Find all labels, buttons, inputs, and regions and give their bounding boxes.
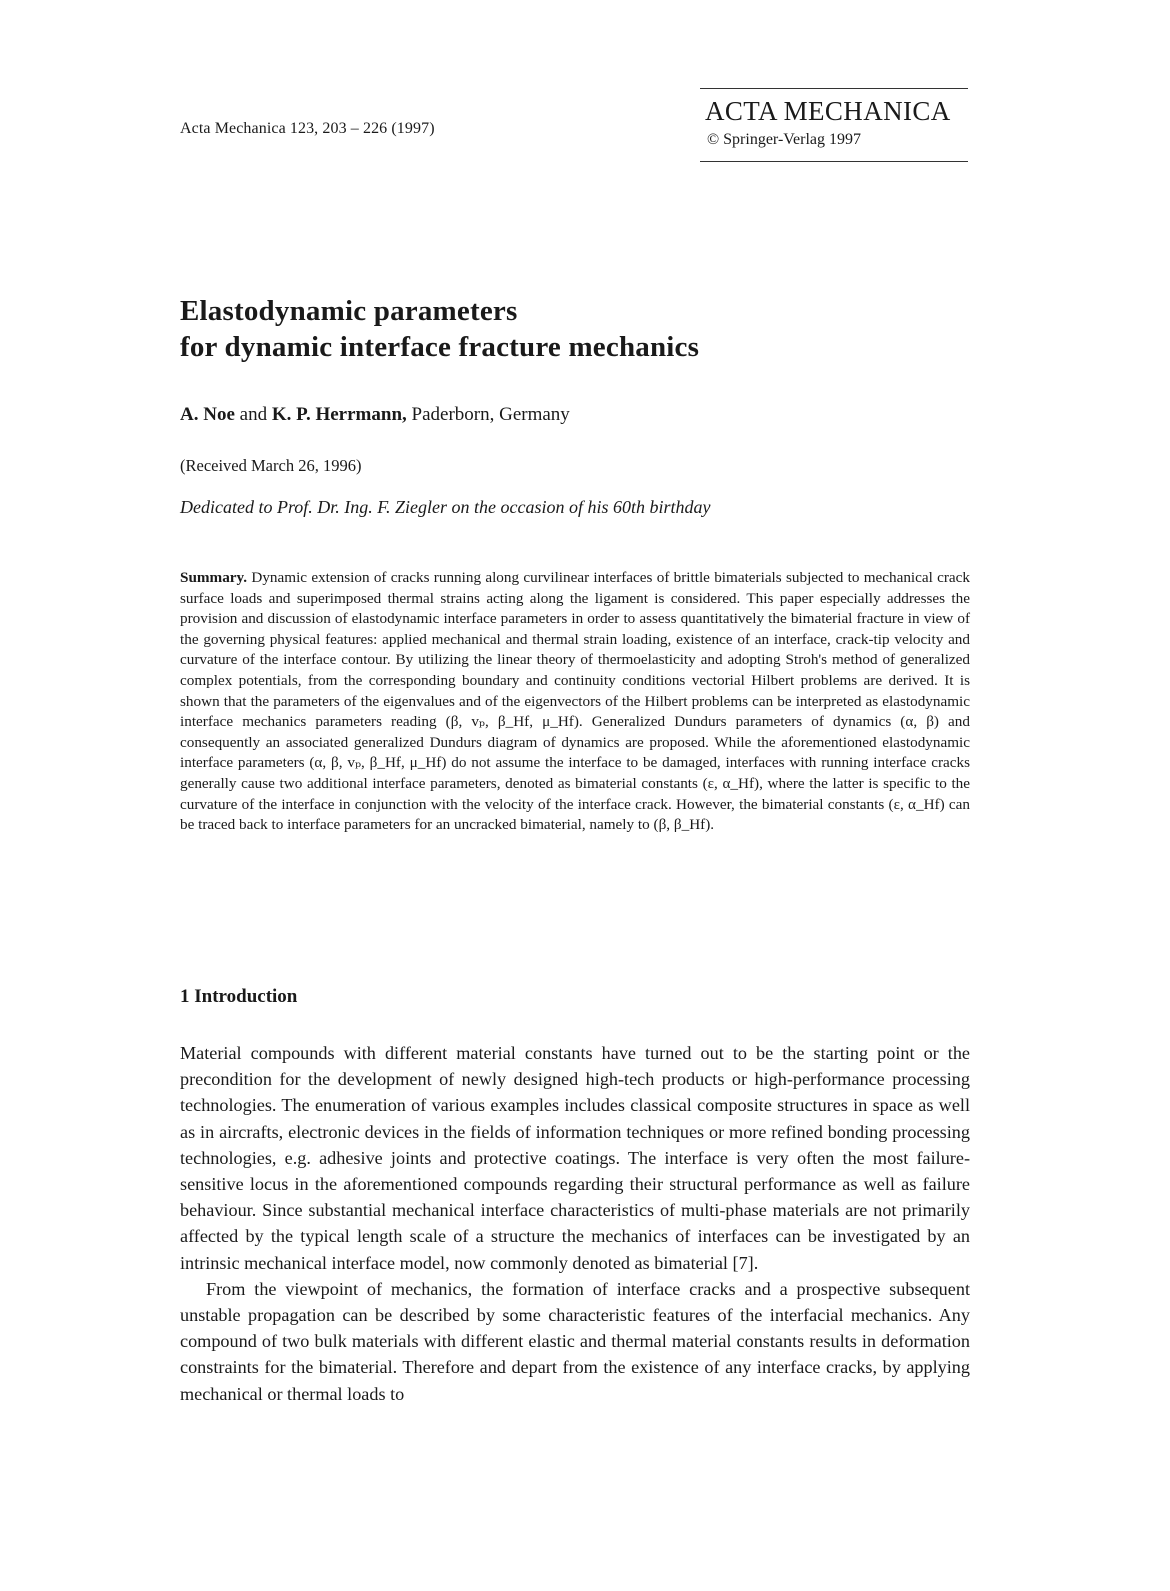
intro-paragraph-1: Material compounds with different material constants have turned out to be the starting point or the precondition for the development of newly designed high-tech products or high-performance processing technologies. The enumeration of various examples includes classical composite structures in space as well as in aircrafts, electronic devices in the fields of information techniques or more refined bonding processing technologies, e.g. adhesive joints and protective coatings. The interface is very often the most failure-sensitive locus in the aforementioned compounds regarding their structural performance as well as failure behaviour. Since substantial mechanical interface characteristics of multi-phase materials are not primarily affected by the typical length scale of a structure the mechanics of interfaces can be investigated by an intrinsic mechanical interface model, now commonly denoted as bimaterial [7]. xyxy=(180,1043,970,1273)
title-line-2: for dynamic interface fracture mechanics xyxy=(180,331,700,363)
author-2: K. P. Herrmann, xyxy=(271,404,407,425)
journal-name: ACTA MECHANICA xyxy=(705,96,951,126)
section-heading-introduction: 1 Introduction xyxy=(180,986,298,1007)
dedication: Dedicated to Prof. Dr. Ing. F. Ziegler on the occasion of his 60th birthday xyxy=(180,497,711,517)
author-1: A. Noe xyxy=(180,404,235,425)
intro-paragraph-2: From the viewpoint of mechanics, the formation of interface cracks and a prospective subsequent unstable propagation can be described by some characteristic features of the interfacial mechanics. Any compound of two bulk materials with different elastic and thermal material constants results in deformation constraints for the bimaterial. Therefore and depart from the existence of any interface cracks, by applying mechanical or thermal loads to xyxy=(180,1278,970,1404)
author-conjunction: and xyxy=(234,404,272,425)
received-date: (Received March 26, 1996) xyxy=(180,456,362,475)
running-citation: Acta Mechanica 123, 203 – 226 (1997) xyxy=(180,120,435,137)
copyright-notice: © Springer-Verlag 1997 xyxy=(707,131,862,148)
summary-abstract xyxy=(180,568,970,836)
title-line-1: Elastodynamic parameters xyxy=(180,295,518,327)
affiliation: Paderborn, Germany xyxy=(406,404,570,425)
summary-label: Summary. xyxy=(180,569,248,586)
summary-text: Dynamic extension of cracks running along curvilinear interfaces of brittle bimaterials subjected to mechanical crack surface loads and superimposed thermal strains acting along the ligament is considered. This paper especially addresses the provision and discussion of elastodynamic interface parameters in order to assess quantitatively the bimaterial fracture in view of the governing physical features: applied mechanical and thermal strain loading, existence of an interface, crack-tip velocity and curvature of the interface contour. By utilizing the linear theory of thermoelasticity and adopting Stroh's method of generalized complex potentials, from the corresponding boundary and continuity conditions vectorial Hilbert problems are derived. It is shown that the parameters of the eigenvalues and of the eigenvectors of the Hilbert problems can be interpreted as elastodynamic interface mechanics parameters reading (β, vₚ, β_Hf, μ_Hf). Generalized Dundurs parameters of dynamics (α, β) and consequently an associated generalized Dundurs diagram of dynamics are proposed. While the aforementioned elastodynamic interface parameters (α, β, vₚ, β_Hf, μ_Hf) do not assume the interface to be damaged, interfaces with running interface cracks generally cause two additional interface parameters, denoted as bimaterial constants (ε, α_Hf), where the latter is specific to the curvature of the interface in conjunction with the velocity of the interface crack. However, the bimaterial constants (ε, α_Hf) can be traced back to interface parameters for an uncracked bimaterial, namely to (β, β_Hf). xyxy=(180,569,970,834)
article-title xyxy=(180,293,699,365)
journal-masthead xyxy=(700,88,968,162)
introduction-body xyxy=(180,1040,970,1407)
author-line xyxy=(180,404,570,426)
